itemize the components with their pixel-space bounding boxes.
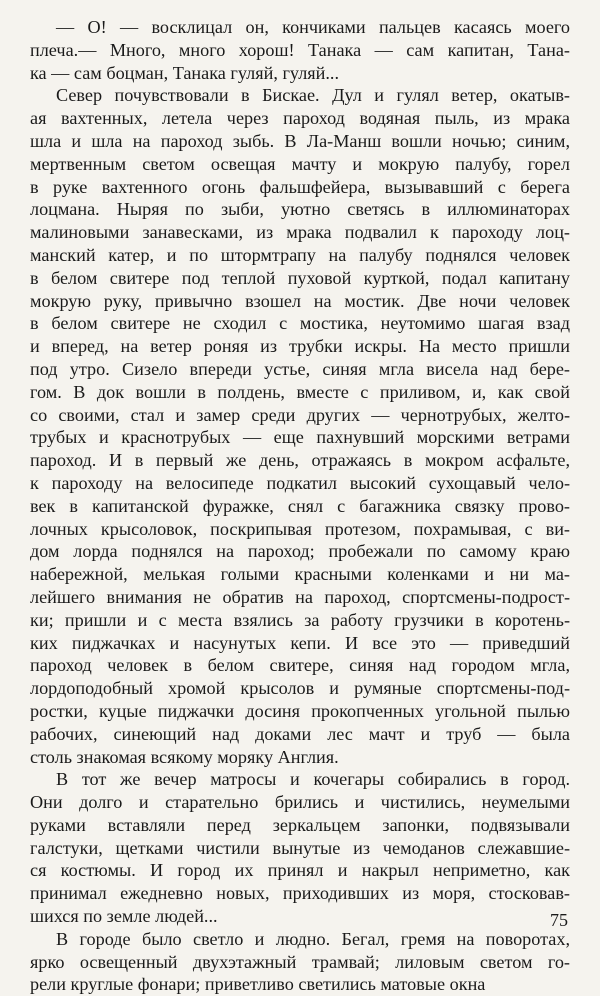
text-line: и вперед, на ветер роняя из трубки искры. На место пришли — [30, 336, 570, 357]
text-line: столь знакомая всякому моряку Англия. — [30, 746, 339, 767]
page-number: 75 — [550, 910, 568, 930]
text-line: ки; пришли и с места взялись за работу грузчики в коротень- — [30, 609, 570, 630]
text-line: в белом свитере под теплой пуховой курткой, подал капитану — [30, 267, 570, 288]
text-line: шихся по земле людей... — [30, 906, 218, 927]
text-line: Они долго и старательно брились и чистились, неумелыми — [30, 792, 570, 813]
text-line: Север почувствовали в Бискае. Дул и гулял ветер, окатыв- — [56, 85, 570, 106]
text-line: — О! — восклицал он, кончиками пальцев касаясь моего — [56, 17, 570, 37]
text-line: рабочих, синеющий над доками лес мачт и труб — была — [30, 723, 570, 744]
text-line: малиновыми занавесками, из мрака подвалил к пароходу лоц- — [30, 222, 570, 243]
text-line: ая вахтенных, летела через пароход водяная пыль, из мрака — [30, 108, 570, 129]
text-line: галстуки, щетками чистили вынутые из чемоданов слежавшие- — [30, 837, 570, 858]
text-line: к пароходу на велосипеде подкатил высокий сухощавый чело- — [30, 472, 570, 493]
text-line: дом лорда поднялся на пароход; пробежали по самому краю — [30, 541, 570, 562]
text-line: ярко освещенный двухэтажный трамвай; лиловым светом го- — [30, 951, 570, 972]
text-line: пароход. И в первый же день, отражаясь в мокром асфальте, — [30, 450, 570, 471]
text-line: руками вставляли перед зеркальцем запонки, подвязывали — [30, 814, 570, 835]
text-line: В городе было светло и людно. Бегал, гремя на поворотах, — [56, 928, 570, 949]
text-line: пароход человек в белом свитере, синяя над городом мгла, — [30, 655, 570, 676]
text-line: ка — сам боцман, Танака гуляй, гуляй... — [30, 62, 340, 83]
text-line: В тот же вечер матросы и кочегары собирались в город. — [56, 769, 570, 790]
text-line: со своими, стал и замер среди других — чернотрубых, желто- — [30, 404, 570, 425]
text-line: набережной, мелькая голыми красными коленками и ни ма- — [30, 564, 570, 585]
text-line: лочных крысоловок, поскрипывая протезом, похрамывая, с ви- — [30, 518, 570, 539]
text-line: в руке вахтенного огонь фальшфейера, вызывавший с берега — [30, 176, 570, 197]
text-line: лоцмана. Ныряя по зыби, уютно светясь в иллюминаторах — [30, 199, 570, 220]
text-line: принимал ежедневно новых, приходивших из моря, стосковав- — [30, 883, 570, 904]
text-line: ростки, куцые пиджачки досиня прокопченных угольной пылью — [30, 700, 570, 721]
text-line: в белом свитере не сходил с мостика, неутомимо шагая взад — [30, 313, 570, 334]
page-text — [30, 16, 570, 996]
text-line: трубых и краснотрубых — еще пахнувший морскими ветрами — [30, 427, 570, 448]
text-line: под утро. Сизело впереди устье, синяя мгла висела над бере- — [30, 358, 570, 379]
text-line: ся костюмы. И город их принял и накрыл неприметно, как — [30, 860, 570, 881]
text-line: ких пиджачках и насунутых кепи. И все это — приведший — [30, 632, 570, 653]
text-line: мертвенным светом освещая мачту и мокрую палубу, горел — [30, 153, 570, 174]
text-line: лордоподобный хромой крысолов и румяные спортсмены-под- — [30, 678, 570, 699]
text-line: плеча.— Много, много хорош! Танака — сам капитан, Тана- — [30, 39, 570, 60]
text-line: гом. В док вошли в полдень, вместе с приливом, и, как свой — [30, 381, 570, 402]
text-line: манский катер, и по штормтрапу на палубу поднялся человек — [30, 244, 570, 265]
text-line: шла и шла на пароход зыбь. В Ла-Манш вошли ночью; синим, — [30, 130, 570, 151]
text-line: лейшего внимания не обратив на пароход, спортсмены-подрост- — [30, 586, 570, 607]
text-line: век в капитанской фуражке, снял с багажника связку прово- — [30, 495, 570, 516]
text-line: рели круглые фонари; приветливо светились матовые окна — [30, 974, 486, 995]
text-line: мокрую руку, привычно взошел на мостик. Две ночи человек — [30, 290, 570, 311]
